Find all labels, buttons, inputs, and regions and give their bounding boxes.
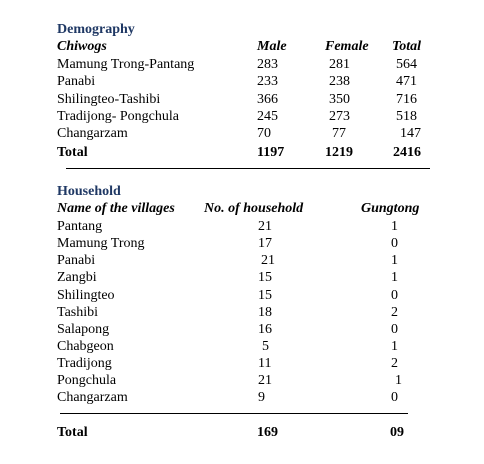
household-cell-gungtong: 0 [391,390,398,405]
household-cell-households: 15 [258,270,272,285]
demography-cell-male: 366 [257,92,278,107]
demography-divider [66,168,430,169]
household-cell-households: 5 [262,339,269,354]
demography-cell-female: 273 [329,109,350,124]
demography-cell-female: 238 [329,74,350,89]
demography-total-label: Total [57,145,88,160]
demography-cell-total: 471 [396,74,417,89]
household-cell-households: 21 [258,219,272,234]
demography-cell-male: 283 [257,57,278,72]
household-cell-gungtong: 1 [391,270,398,285]
household-cell-name: Tradijong [57,356,112,371]
demography-cell-total: 716 [396,92,417,107]
household-cell-gungtong: 1 [391,253,398,268]
demography-total-female: 1219 [325,145,353,160]
household-cell-name: Salapong [57,322,110,337]
demography-total-male: 1197 [257,145,285,160]
demography-cell-total: 564 [396,57,417,72]
household-cell-gungtong: 1 [395,373,402,388]
demography-header-male: Male [257,39,287,54]
household-cell-name: Pantang [57,219,103,234]
household-divider [60,413,408,414]
household-cell-households: 11 [258,356,272,371]
demography-cell-female: 281 [329,57,350,72]
household-cell-households: 9 [258,390,265,405]
demography-cell-male: 245 [257,109,278,124]
household-cell-name: Tashibi [57,305,99,320]
household-cell-households: 21 [261,253,275,268]
household-cell-gungtong: 2 [391,305,398,320]
household-total-households: 169 [257,425,278,440]
household-title: Household [57,184,121,199]
household-total-gungtong: 09 [390,425,404,440]
household-cell-gungtong: 1 [391,339,398,354]
household-cell-name: Zangbi [57,270,97,285]
household-cell-name: Shilingteo [57,288,115,303]
household-cell-households: 17 [258,236,272,251]
household-cell-gungtong: 0 [391,236,398,251]
household-cell-name: Pongchula [57,373,117,388]
demography-cell-total: 147 [400,126,421,141]
household-cell-households: 16 [258,322,272,337]
demography-cell-name: Tradijong- Pongchula [57,109,179,124]
household-header-gungtong: Gungtong [361,201,420,216]
demography-title: Demography [57,22,135,37]
household-cell-name: Mamung Trong [57,236,145,251]
demography-total-total: 2416 [393,145,421,160]
demography-cell-female: 77 [332,126,346,141]
household-cell-gungtong: 1 [391,219,398,234]
demography-cell-name: Shilingteo-Tashibi [57,92,161,107]
household-cell-gungtong: 0 [391,288,398,303]
demography-header-chiwogs: Chiwogs [57,39,107,54]
demography-cell-name: Mamung Trong-Pantang [57,57,195,72]
demography-cell-male: 70 [257,126,271,141]
household-cell-gungtong: 2 [391,356,398,371]
household-cell-name: Changarzam [57,390,128,405]
household-header-households: No. of household [204,201,304,216]
demography-cell-name: Panabi [57,74,96,89]
household-total-label: Total [57,425,88,440]
demography-header-female: Female [325,39,369,54]
household-cell-households: 21 [258,373,272,388]
demography-cell-female: 350 [329,92,350,107]
household-cell-name: Panabi [57,253,96,268]
demography-cell-male: 233 [257,74,278,89]
demography-header-total: Total [392,39,422,54]
household-cell-households: 18 [258,305,272,320]
household-cell-gungtong: 0 [391,322,398,337]
household-cell-households: 15 [258,288,272,303]
demography-cell-total: 518 [396,109,417,124]
demography-cell-name: Changarzam [57,126,128,141]
household-cell-name: Chabgeon [57,339,114,354]
household-header-villages: Name of the villages [57,201,175,216]
